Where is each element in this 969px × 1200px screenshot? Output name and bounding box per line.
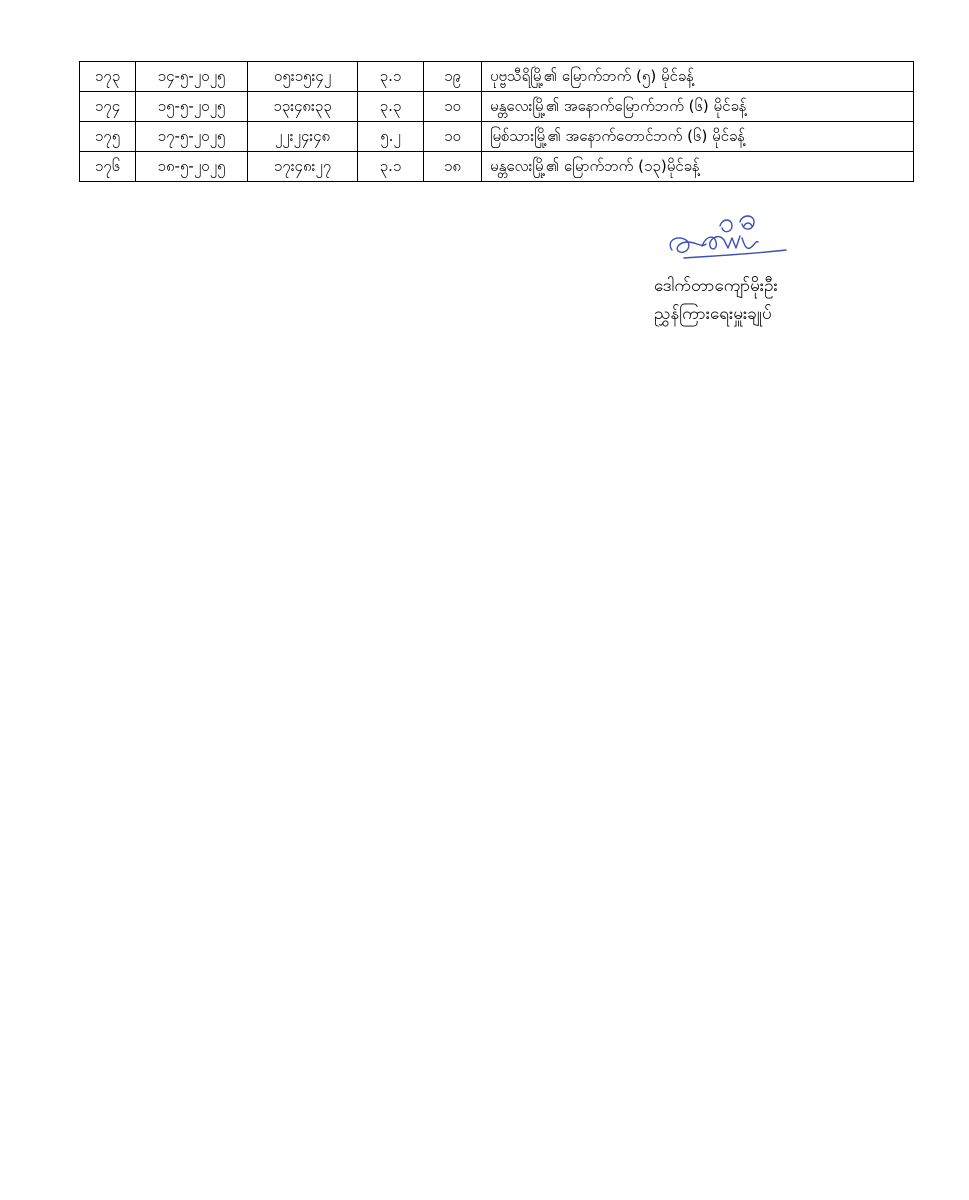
table-row (80, 122, 914, 152)
table-row (80, 152, 914, 182)
row-date: ၁၅-၅-၂၀၂၅ (136, 92, 248, 122)
row-number: ၁၇၃ (80, 62, 136, 92)
row-date: ၁၇-၅-၂၀၂၅ (136, 122, 248, 152)
row-time: ၁၇း၄၈း၂၇ (248, 152, 358, 182)
row-time: ၂၂း၂၄း၄၈ (248, 122, 358, 152)
row-location: ပုဗ္ဗသီရိမြို့၏ မြောက်ဘက် (၅) မိုင်ခန့် (482, 62, 914, 92)
row-magnitude: ၃.၃ (358, 92, 424, 122)
row-location: မြစ်သားမြို့၏ အနောက်တောင်ဘက် (၆) မိုင်ခန့် (482, 122, 914, 152)
row-number: ၁၇၄ (80, 92, 136, 122)
row-number: ၁၇၆ (80, 152, 136, 182)
signer-title: ညွှန်ကြားရေးမှူးချုပ် (654, 304, 772, 324)
row-time: ၁၃း၄၈း၃၃ (248, 92, 358, 122)
row-depth: ၁၀ (424, 92, 482, 122)
handwritten-signature (662, 212, 792, 272)
row-location: မန္တလေးမြို့၏ မြောက်ဘက် (၁၃)မိုင်ခန့် (482, 152, 914, 182)
row-date: ၁၈-၅-၂၀၂၅ (136, 152, 248, 182)
row-depth: ၁၀ (424, 122, 482, 152)
signature-block (640, 212, 840, 328)
row-magnitude: ၃.၁ (358, 62, 424, 92)
signer-name: ဒေါက်တာကျော်မိုးဦး (654, 276, 778, 296)
row-number: ၁၇၅ (80, 122, 136, 152)
row-location: မန္တလေးမြို့၏ အနောက်မြောက်ဘက် (၆) မိုင်ခန့် (482, 92, 914, 122)
row-depth: ၁၈ (424, 152, 482, 182)
table-row (80, 62, 914, 92)
earthquake-table (79, 61, 914, 182)
row-date: ၁၄-၅-၂၀၂၅ (136, 62, 248, 92)
row-depth: ၁၉ (424, 62, 482, 92)
row-time: ၀၅း၁၅း၄၂ (248, 62, 358, 92)
table-row (80, 92, 914, 122)
row-magnitude: ၃.၁ (358, 152, 424, 182)
row-magnitude: ၅.၂ (358, 122, 424, 152)
